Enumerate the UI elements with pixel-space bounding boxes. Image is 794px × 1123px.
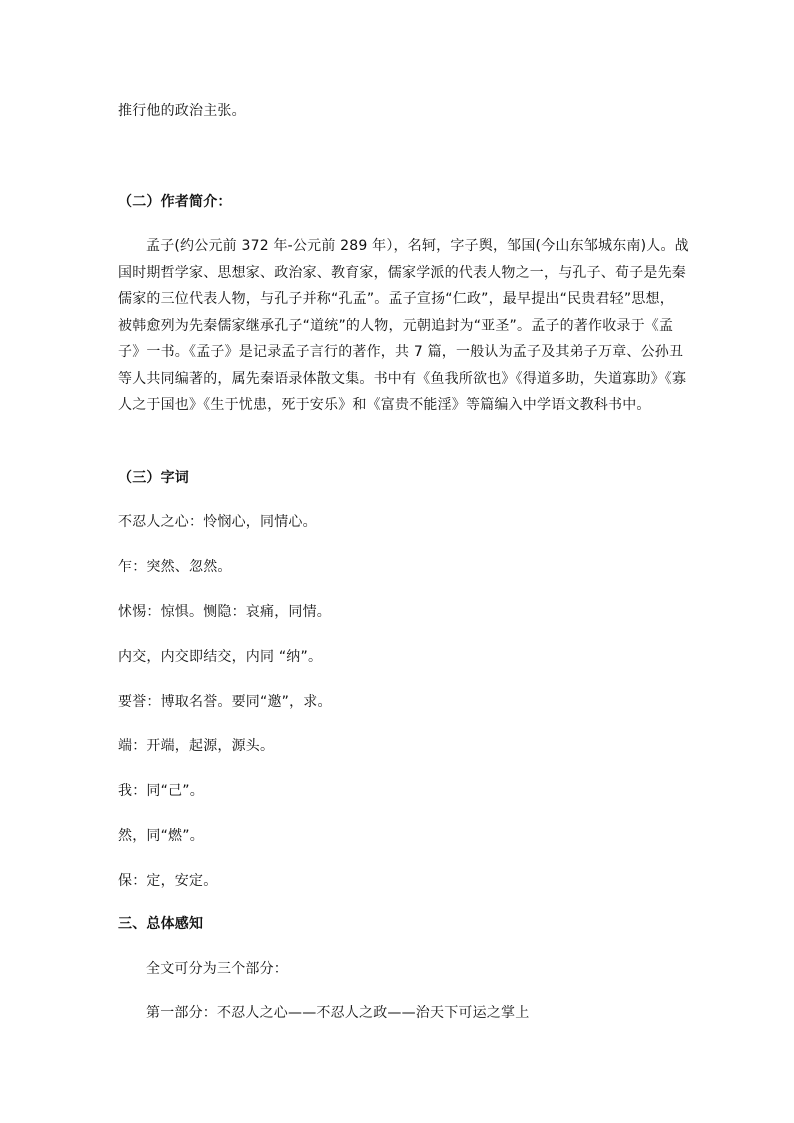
author-bio-line: 人之于国也》《生于忧患，死于安乐》和《富贵不能淫》等篇编入中学语文教科书中。 — [118, 397, 651, 413]
intro-end-text: 推行他的政治主张。 — [118, 103, 246, 119]
word-entry: 要誉：博取名誉。要同“邀”，求。 — [118, 694, 332, 710]
overview-part-1: 第一部分：不忍人之心——不忍人之政——治天下可运之掌上 — [146, 1005, 530, 1021]
author-bio-line: 孟子(约公元前 372 年-公元前 289 年），名轲，字子舆，邹国(今山东邹城东南)人。战 — [146, 238, 689, 254]
overview-heading: 三、总体感知 — [118, 916, 204, 932]
word-entry: 内交，内交即结交，内同 “纳”。 — [118, 649, 323, 665]
word-entry: 保：定，安定。 — [118, 873, 218, 889]
word-entry: 不忍人之心：怜悯心，同情心。 — [118, 514, 317, 530]
overview-intro: 全文可分为三个部分： — [146, 961, 288, 977]
author-bio-line: 国时期哲学家、思想家、政治家、教育家，儒家学派的代表人物之一，与孔子、荀子是先秦 — [118, 264, 686, 281]
word-entry: 端：开端，起源，源头。 — [118, 738, 275, 754]
author-bio-line: 被韩愈列为先秦儒家继承孔子“道统”的人物，元朝追封为“亚圣”。孟子的著作收录于《孟 — [118, 317, 674, 334]
author-bio-paragraph — [118, 235, 689, 421]
author-heading: （二）作者简介： — [118, 194, 232, 210]
author-bio-line: 儒家的三位代表人物，与孔子并称“孔孟”。孟子宣扬“仁政”，最早提出“民贵君轻”思想， — [118, 291, 674, 307]
word-entry: 怵惕：惊惧。恻隐：哀痛，同情。 — [118, 604, 331, 620]
word-entry: 乍：突然、忽然。 — [118, 559, 232, 575]
author-bio-line: 子》一书。《孟子》是记录孟子言行的著作，共 7 篇，一般认为孟子及其弟子万章、公孙丑 — [118, 344, 684, 360]
words-heading: （三）字词 — [118, 470, 189, 486]
word-entry: 然，同“燃”。 — [118, 828, 204, 844]
word-entry: 我：同“己”。 — [118, 783, 204, 799]
author-bio-line: 等人共同编著的，属先秦语录体散文集。书中有《鱼我所欲也》《得道多助，失道寡助》《寡 — [118, 370, 687, 387]
